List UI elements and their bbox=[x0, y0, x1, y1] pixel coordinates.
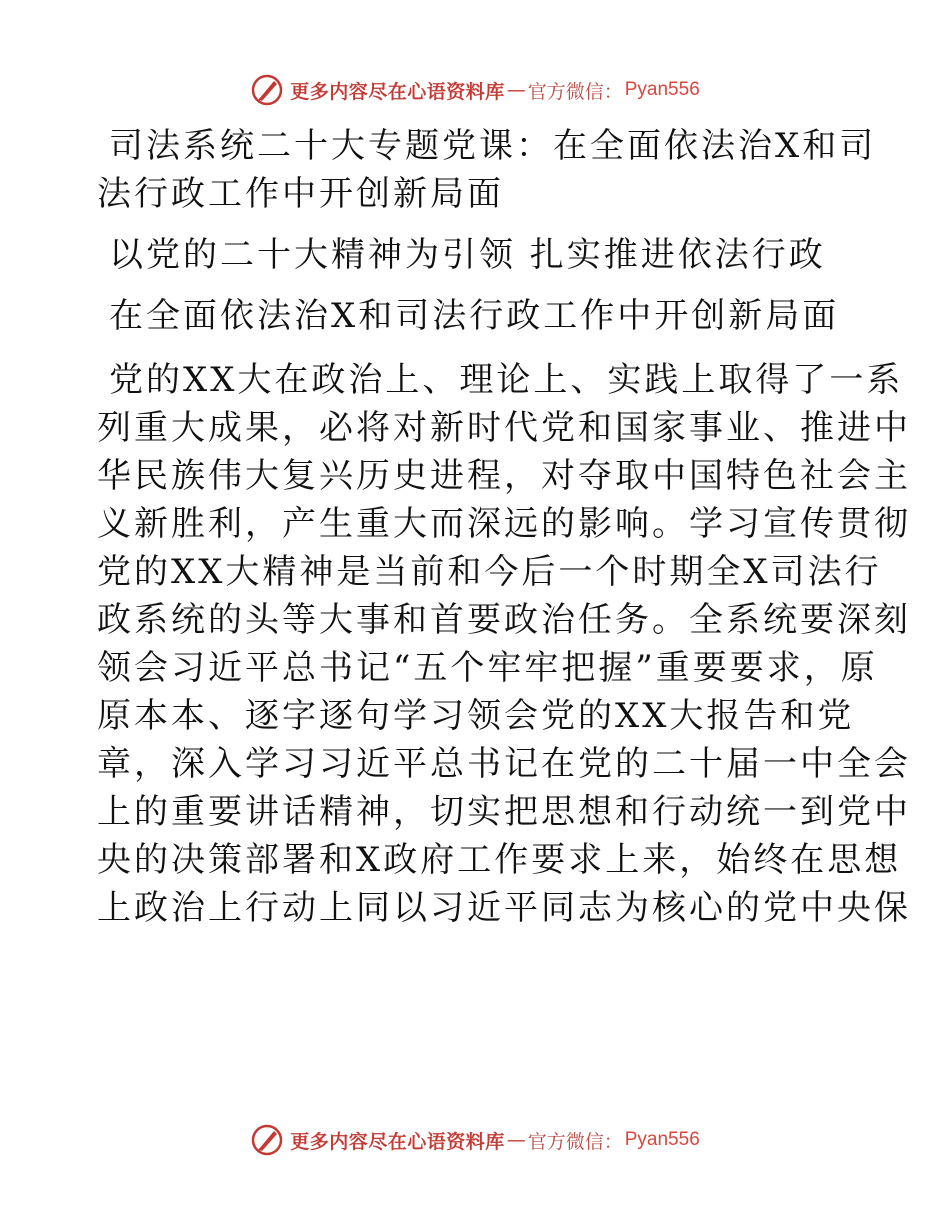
banner-wechat-handle: Pyan556 bbox=[624, 79, 700, 100]
body-paragraph bbox=[97, 356, 911, 932]
banner-wechat-label: 官方微信： bbox=[527, 80, 623, 103]
paragraph-line: 党的XX大在政治上、理论上、实践上取得了一系 bbox=[109, 360, 904, 400]
paragraph-line: 华民族伟大复兴历史进程，对夺取中国特色社会主 bbox=[97, 456, 911, 496]
paragraph-line: 原本本、逐字逐句学习领会党的XX大报告和党 bbox=[97, 696, 855, 736]
paragraph-line: 上政治上行动上同以习近平同志为核心的党中央保 bbox=[97, 888, 911, 928]
banner-wechat-handle: Pyan556 bbox=[624, 1129, 700, 1150]
paragraph-line: 央的决策部署和X政府工作要求上来，始终在思想 bbox=[97, 840, 902, 880]
banner-brand: 更多内容尽在心语资料库 bbox=[290, 1130, 505, 1153]
paragraph-line: 党的XX大精神是当前和今后一个时期全X司法行 bbox=[97, 552, 882, 592]
footer-banner bbox=[0, 1120, 950, 1160]
header-banner bbox=[0, 70, 950, 110]
banner-separator: — bbox=[506, 1129, 526, 1151]
paragraph-line: 领会习近平总书记“五个牢牢把握”重要要求，原 bbox=[97, 648, 878, 688]
paragraph-line: 章，深入学习习近平总书记在党的二十届一中全会 bbox=[97, 744, 911, 784]
paragraph-line: 列重大成果，必将对新时代党和国家事业、推进中 bbox=[97, 408, 911, 448]
banner-separator: — bbox=[506, 79, 526, 101]
document-title-line-2: 法行政工作中开创新局面 bbox=[97, 174, 504, 214]
document-content bbox=[97, 122, 911, 932]
section-heading-2: 在全面依法治X和司法行政工作中开创新局面 bbox=[109, 296, 840, 336]
paragraph-line: 政系统的头等大事和首要政治任务。全系统要深刻 bbox=[97, 600, 911, 640]
banner-wechat-label: 官方微信： bbox=[527, 1130, 623, 1153]
quill-seal-icon bbox=[250, 73, 284, 107]
paragraph-line: 上的重要讲话精神，切实把思想和行动统一到党中 bbox=[97, 792, 911, 832]
paragraph-line: 义新胜利，产生重大而深远的影响。学习宣传贯彻 bbox=[97, 504, 911, 544]
quill-seal-icon bbox=[250, 1123, 284, 1157]
document-title-line-1: 司法系统二十大专题党课：在全面依法治X和司 bbox=[109, 126, 877, 166]
section-heading-1: 以党的二十大精神为引领 扎实推进依法行政 bbox=[109, 235, 826, 275]
banner-brand: 更多内容尽在心语资料库 bbox=[290, 80, 505, 103]
